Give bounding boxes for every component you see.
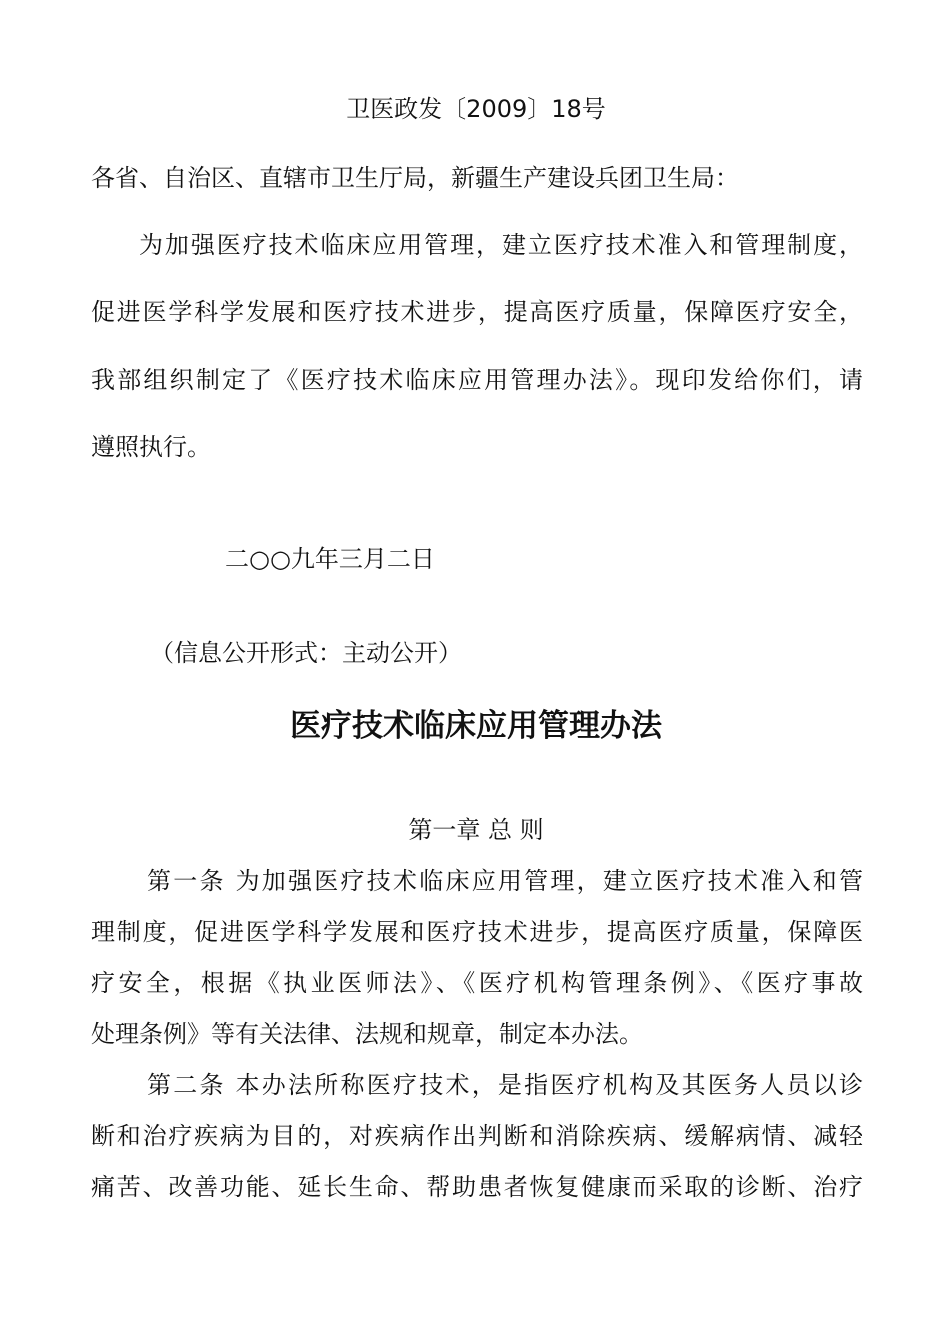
regulation-title: 医疗技术临床应用管理办法 <box>290 708 662 744</box>
paragraph-line: 为加强医疗技术临床应用管理，建立医疗技术准入和管理制度， <box>139 231 863 259</box>
doc-number: 卫医政发〔2009〕18号 <box>346 95 606 123</box>
paragraph-line: 第一条 为加强医疗技术临床应用管理，建立医疗技术准入和管 <box>147 867 863 895</box>
paragraph-line: 理制度，促进医学科学发展和医疗技术进步，提高医疗质量，保障医 <box>91 918 863 946</box>
paragraph-line: 我部组织制定了《医疗技术临床应用管理办法》。现印发给你们，请 <box>91 366 863 394</box>
paragraph-line: 疗安全，根据《执业医师法》、《医疗机构管理条例》、《医疗事故 <box>91 969 863 997</box>
paragraph-line: 痛苦、改善功能、延长生命、帮助患者恢复健康而采取的诊断、治疗 <box>91 1173 863 1201</box>
paragraph-line: 促进医学科学发展和医疗技术进步，提高医疗质量，保障医疗安全， <box>91 298 863 326</box>
disclosure-note: （信息公开形式：主动公开） <box>150 639 462 667</box>
chapter-heading: 第一章 总 则 <box>408 816 544 844</box>
addressee: 各省、自治区、直辖市卫生厅局，新疆生产建设兵团卫生局： <box>91 164 739 192</box>
paragraph-line: 断和治疗疾病为目的，对疾病作出判断和消除疾病、缓解病情、减轻 <box>91 1122 863 1150</box>
paragraph-line: 处理条例》等有关法律、法规和规章，制定本办法。 <box>91 1020 643 1048</box>
paragraph-line: 遵照执行。 <box>91 433 211 461</box>
issue-date: 二○○九年三月二日 <box>225 545 435 573</box>
paragraph-line: 第二条 本办法所称医疗技术，是指医疗机构及其医务人员以诊 <box>147 1071 863 1099</box>
